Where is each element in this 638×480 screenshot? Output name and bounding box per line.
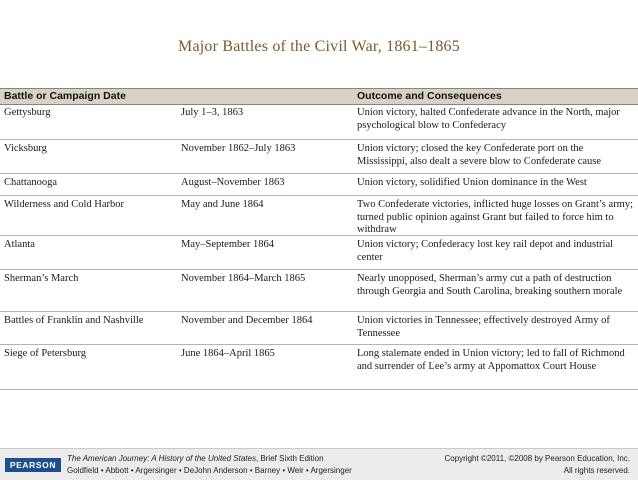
table-row bbox=[0, 104, 638, 140]
battle-cell: Atlanta bbox=[4, 239, 35, 250]
outcome-cell: Union victory, solidified Union dominance in the West bbox=[357, 177, 587, 188]
battle-cell: Chattanooga bbox=[4, 177, 58, 188]
date-cell: August–November 1863 bbox=[181, 177, 285, 188]
date-cell: May and June 1864 bbox=[181, 199, 264, 210]
table-row bbox=[0, 270, 638, 312]
date-cell: June 1864–April 1865 bbox=[181, 348, 275, 359]
book-citation bbox=[67, 454, 324, 463]
book-authors: Goldfield • Abbott • Argersinger • DeJohn Anderson • Barney • Weir • Argersinger bbox=[67, 466, 352, 475]
date-cell: November 1862–July 1863 bbox=[181, 143, 296, 154]
book-title: The American Journey: A History of the United States bbox=[67, 454, 256, 463]
date-cell: November 1864–March 1865 bbox=[181, 273, 306, 284]
copyright-text: Copyright ©2011, ©2008 by Pearson Education, Inc. bbox=[444, 454, 630, 463]
outcome-cell: Long stalemate ended in Union victory; led to fall of Richmond and surrender of Lee’s army at Appomattox Court House bbox=[357, 348, 625, 372]
outcome-cell: Union victory; closed the key Confederate port on the Mississippi, also dealt a severe blow to Confederate cause bbox=[357, 143, 602, 167]
header-battle: Battle or Campaign Date bbox=[4, 90, 126, 102]
book-edition: , Brief Sixth Edition bbox=[255, 454, 324, 463]
table-header bbox=[0, 88, 638, 105]
pearson-logo: PEARSON bbox=[5, 458, 61, 472]
battle-cell: Siege of Petersburg bbox=[4, 348, 87, 359]
table-row bbox=[0, 196, 638, 236]
table-row bbox=[0, 236, 638, 270]
outcome-cell: Union victory; Confederacy lost key rail depot and industrial center bbox=[357, 239, 614, 263]
battle-cell: Battles of Franklin and Nashville bbox=[4, 315, 144, 326]
footer-bar bbox=[0, 448, 638, 480]
outcome-cell: Two Confederate victories, inflicted huge losses on Grant’s army; turned public opinion against Grant but failed to force him to withdraw bbox=[357, 199, 633, 235]
battle-cell: Wilderness and Cold Harbor bbox=[4, 199, 125, 210]
outcome-cell: Nearly unopposed, Sherman’s army cut a path of destruction through Georgia and South Carolina, breaking southern morale bbox=[357, 273, 623, 297]
header-outcome: Outcome and Consequences bbox=[357, 90, 502, 102]
battle-cell: Vicksburg bbox=[4, 143, 47, 154]
table-row bbox=[0, 174, 638, 196]
table-row bbox=[0, 345, 638, 390]
battle-cell: Sherman’s March bbox=[4, 273, 79, 284]
outcome-cell: Union victories in Tennessee; effectively destroyed Army of Tennessee bbox=[357, 315, 610, 339]
table-row bbox=[0, 140, 638, 174]
date-cell: July 1–3, 1863 bbox=[181, 107, 244, 118]
battle-cell: Gettysburg bbox=[4, 107, 51, 118]
rights-text: All rights reserved. bbox=[563, 466, 630, 475]
date-cell: November and December 1864 bbox=[181, 315, 313, 326]
table-title: Major Battles of the Civil War, 1861–1865 bbox=[178, 38, 460, 55]
outcome-cell: Union victory, halted Confederate advance in the North, major psychological blow to Confederacy bbox=[357, 107, 620, 131]
table-row bbox=[0, 312, 638, 345]
date-cell: May–September 1864 bbox=[181, 239, 275, 250]
